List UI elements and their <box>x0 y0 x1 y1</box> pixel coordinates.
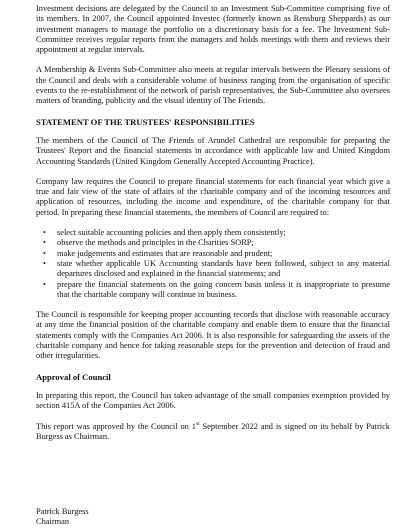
list-item: • state whether applicable UK Accounting standards have been followed, subject to any material departures disclosed and explained in the financial statements; and <box>43 258 390 279</box>
signatory-name: Patrick Burgess <box>36 507 89 516</box>
bullet-icon: • <box>43 258 46 268</box>
list-item: • prepare the financial statements on the going concern basis unless it is inappropriate to presume that the charitable company will continue in business. <box>43 279 390 299</box>
signature-block <box>36 507 89 528</box>
paragraph-company-law: Company law requires the Council to prepare financial statements for each financial year which give a true and fair view of the state of affairs of the charitable company and of the incoming resources and application of resources, including the income and expenditure, of the charitable company for that period. In preparing these financial statements, the members of Council are required to: <box>36 176 390 217</box>
bullet-icon: • <box>43 248 46 258</box>
bullet-icon: • <box>43 228 46 238</box>
heading-trustees-responsibilities: STATEMENT OF THE TRUSTEES' RESPONSIBILITIES <box>36 116 255 127</box>
paragraph-investment: Investment decisions are delegated by the Council to an Investment Sub-Committee comprising five of its members. In 2007, the Council appointed Investec (formerly known as Rensburg Sheppards) as our investment managers to manage the portfolio on a discretionary basis for a fee. The Investment Sub-Committee receives regular reports from the managers and holds meetings with them and reviews their appointment at regular intervals. <box>36 4 390 55</box>
list-item: • observe the methods and principles in the Charities SORP; <box>43 238 254 248</box>
paragraph-accounting-records: The Council is responsible for keeping proper accounting records that disclose with reasonable accuracy at any time the financial position of the charitable company and enable them to ensure that the financial statements comply with the Companies Act 2006. It is also responsible for safeguarding the assets of the charitable company and hence for taking reasonable steps for the prevention and detection of fraud and other irregularities. <box>36 310 390 361</box>
heading-approval: Approval of Council <box>36 371 111 382</box>
paragraph-approval-date: This report was approved by the Council on 1st September 2022 and is signed on its behalf by Patrick Burgess as Chairman. <box>36 420 390 441</box>
bullet-icon: • <box>43 279 46 289</box>
list-item: • make judgements and estimates that are reasonable and prudent; <box>43 248 273 258</box>
list-item: • select suitable accounting policies and then apply them consistently; <box>43 228 286 238</box>
paragraph-exemption: In preparing this report, the Council has taken advantage of the small companies exemption provided by section 415A of the Companies Act 2006. <box>36 390 390 411</box>
requirements-list <box>36 228 390 300</box>
bullet-icon: • <box>43 238 46 248</box>
paragraph-membership: A Membership & Events Sub-Committee also meets at regular intervals between the Plenary sessions of the Council and deals with a considerable volume of business ranging from the organisation of specific events to the re-establishment of the network of parish representatives, the Sub-Committee also oversees matters of branding, publicity and the visual identity of The Friends. <box>36 65 390 106</box>
signatory-title: Chairman <box>36 517 70 527</box>
paragraph-council-members: The members of the Council of The Friends of Arundel Cathedral are responsible for preparing the Trustees' Report and the financial statements in accordance with applicable law and United Kingdom Accounting Standards (United Kingdom Generally Accepted Accounting Practice). <box>36 135 390 166</box>
